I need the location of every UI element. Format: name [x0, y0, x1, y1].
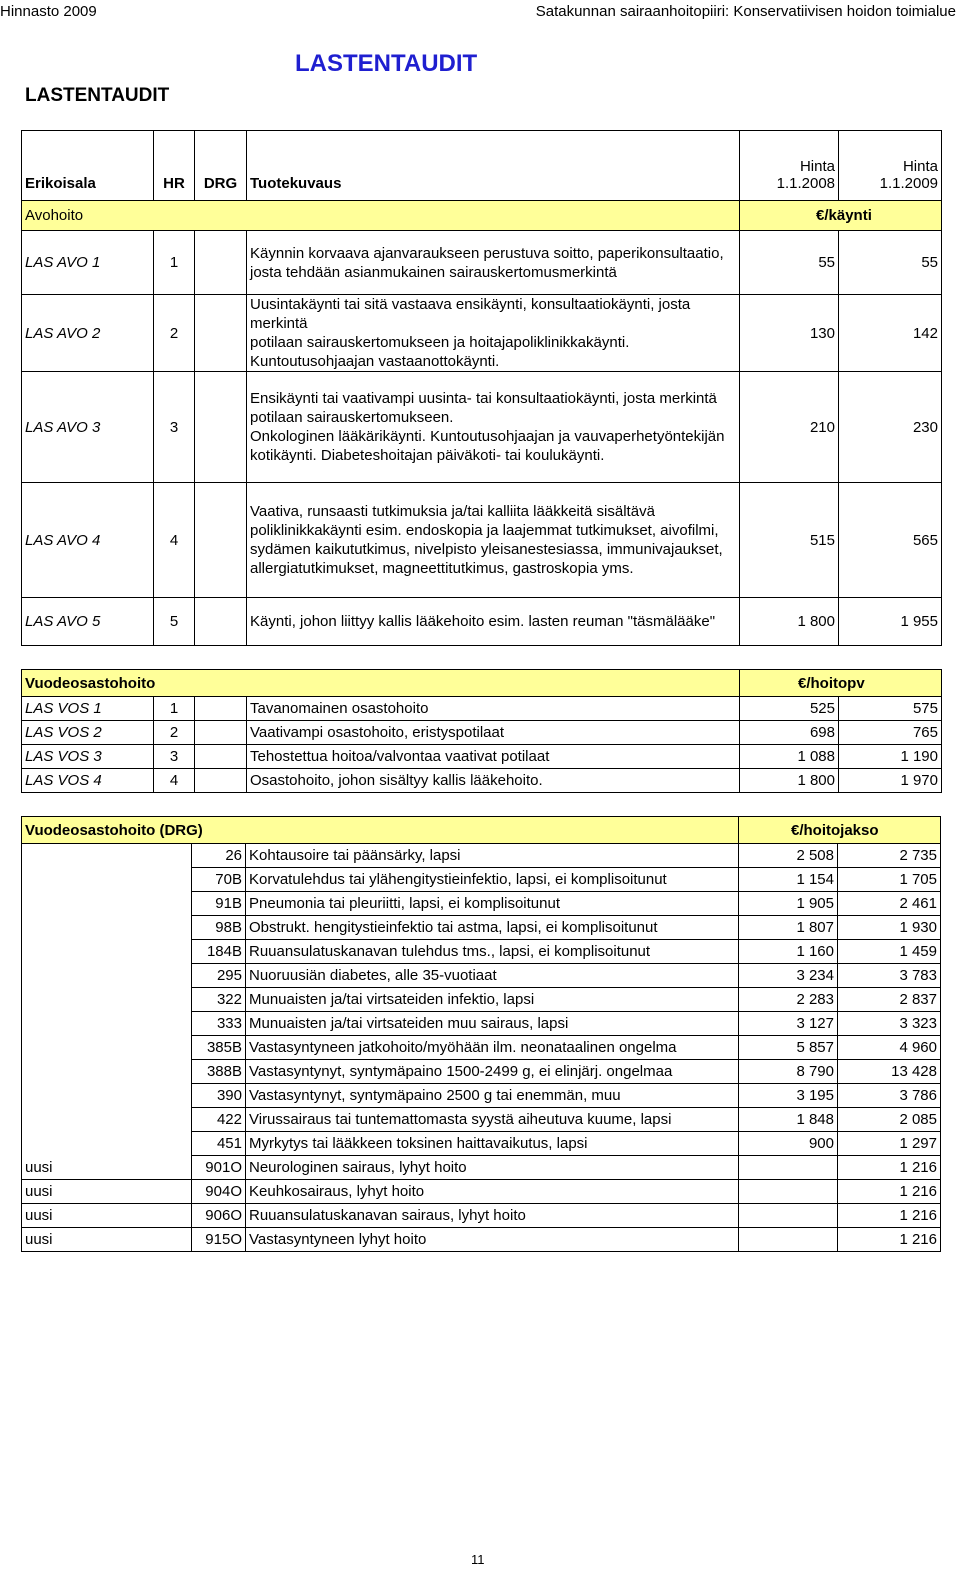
product-description: Kohtausoire tai päänsärky, lapsi — [246, 844, 739, 868]
note-value — [22, 844, 192, 868]
drg-value — [195, 231, 247, 295]
drg-code: 904O — [192, 1180, 246, 1204]
hr-value: 5 — [154, 598, 195, 646]
hr-value: 1 — [154, 697, 195, 721]
note-value — [22, 1060, 192, 1084]
avohoito-section-row — [22, 201, 942, 231]
product-description-line: Kuntoutusohjaajan vastaanottokäynti. — [250, 353, 500, 370]
drg-row — [22, 1012, 941, 1036]
product-description-line: Onkologinen lääkärikäynti. Kuntoutusohjaajan ja vauvaperhetyöntekijän — [250, 428, 725, 445]
price-2008: 515 — [740, 483, 839, 598]
product-description: Virussairaus tai tuntemattomasta syystä aiheutuva kuume, lapsi — [246, 1108, 739, 1132]
price-2008: 55 — [740, 231, 839, 295]
drg-row — [22, 1156, 941, 1180]
product-description-line: Käynnin korvaava ajanvaraukseen perustuva soitto, paperikonsultaatio, — [250, 244, 724, 262]
price-2008: 210 — [740, 372, 839, 483]
note-value — [22, 988, 192, 1012]
vuodeosasto-row — [22, 721, 942, 745]
price-2008: 698 — [740, 721, 839, 745]
drg-code: 388B — [192, 1060, 246, 1084]
price-2009: 1 970 — [839, 769, 942, 793]
drg-row — [22, 868, 941, 892]
price-2009: 3 786 — [838, 1084, 941, 1108]
note-value — [22, 1108, 192, 1132]
drg-code: 901O — [192, 1156, 246, 1180]
header-left: Hinnasto 2009 — [0, 3, 97, 20]
vuodeosasto-label: Vuodeosastohoito — [22, 670, 740, 697]
avohoito-table — [21, 130, 942, 646]
note-value — [22, 964, 192, 988]
drg-code: 70B — [192, 868, 246, 892]
product-description-line: josta tehdään asianmukainen sairauskertomusmerkintä — [250, 263, 617, 281]
drg-code: 184B — [192, 940, 246, 964]
note-value: uusi — [22, 1180, 192, 1204]
drg-code: 390 — [192, 1084, 246, 1108]
product-description-line: Ensikäynti tai vaativampi uusinta- tai konsultaatiokäynti, josta merkintä — [250, 390, 717, 407]
side-title: LASTENTAUDIT — [25, 85, 170, 106]
vuodeosasto-row — [22, 697, 942, 721]
price-2008: 8 790 — [739, 1060, 838, 1084]
product-code: LAS VOS 2 — [22, 721, 154, 745]
avohoito-unit: €/käynti — [740, 201, 942, 231]
product-description-line: allergiatutkimukset, magneettitutkimus, gastroskopia yms. — [250, 560, 634, 577]
col-tuotekuvaus: Tuotekuvaus — [247, 131, 740, 201]
price-2009: 575 — [839, 697, 942, 721]
drg-value — [195, 598, 247, 646]
price-2008: 525 — [740, 697, 839, 721]
price-2008: 2 283 — [739, 988, 838, 1012]
avohoito-row — [22, 483, 942, 598]
product-code: LAS AVO 2 — [22, 295, 154, 372]
drg-section-row — [22, 817, 941, 844]
product-code: LAS AVO 3 — [22, 372, 154, 483]
product-description: Ruuansulatuskanavan sairaus, lyhyt hoito — [246, 1204, 739, 1228]
product-description: Osastohoito, johon sisältyy kallis lääkehoito. — [247, 769, 740, 793]
product-description-line: sydämen kaikututkimus, nivelpisto yleisanestesiassa, immunivajaukset, — [250, 541, 723, 558]
drg-code: 322 — [192, 988, 246, 1012]
product-description-line: Vaativa, runsaasti tutkimuksia ja/tai kalliita lääkkeitä sisältävä — [250, 503, 655, 520]
price-2009: 4 960 — [838, 1036, 941, 1060]
drg-unit: €/hoitojakso — [739, 817, 941, 844]
product-description: Munuaisten ja/tai virtsateiden infektio, lapsi — [246, 988, 739, 1012]
price-2009: 230 — [839, 372, 942, 483]
product-description: Nuoruusiän diabetes, alle 35-vuotiaat — [246, 964, 739, 988]
drg-row — [22, 1132, 941, 1156]
drg-row — [22, 988, 941, 1012]
drg-code: 98B — [192, 916, 246, 940]
note-value — [22, 892, 192, 916]
drg-row — [22, 892, 941, 916]
price-2008: 3 127 — [739, 1012, 838, 1036]
vuodeosasto-row — [22, 769, 942, 793]
price-2009: 2 837 — [838, 988, 941, 1012]
product-description-line: kotikäynti. Diabeteshoitajan päiväkoti- tai koulukäynti. — [250, 447, 605, 464]
price-2009: 1 216 — [838, 1180, 941, 1204]
col-hr: HR — [154, 131, 195, 201]
drg-code: 915O — [192, 1228, 246, 1252]
drg-code: 451 — [192, 1132, 246, 1156]
note-value — [22, 1132, 192, 1156]
product-description: Pneumonia tai pleuriitti, lapsi, ei komplisoitunut — [246, 892, 739, 916]
drg-code: 26 — [192, 844, 246, 868]
column-header-row — [22, 131, 942, 201]
price-2009: 765 — [839, 721, 942, 745]
drg-row — [22, 1228, 941, 1252]
header-right: Satakunnan sairaanhoitopiiri: Konservatiivisen hoidon toimialue — [535, 3, 956, 20]
price-2008: 1 807 — [739, 916, 838, 940]
price-2009: 2 735 — [838, 844, 941, 868]
note-value: uusi — [22, 1228, 192, 1252]
product-description: Obstrukt. hengitystieinfektio tai astma, lapsi, ei komplisoitunut — [246, 916, 739, 940]
product-description: Vastasyntyneen jatkohoito/myöhään ilm. neonataalinen ongelma — [246, 1036, 739, 1060]
product-code: LAS AVO 4 — [22, 483, 154, 598]
note-value — [22, 868, 192, 892]
hr-value: 2 — [154, 295, 195, 372]
price-2009: 2 461 — [838, 892, 941, 916]
product-description-line: poliklinikkakäynti esim. endoskopia ja laajemmat tutkimukset, aivofilmi, — [250, 522, 719, 539]
drg-value — [195, 769, 247, 793]
price-2008: 3 234 — [739, 964, 838, 988]
vuodeosasto-unit: €/hoitopv — [740, 670, 942, 697]
product-description-line: Uusintakäynti tai sitä vastaava ensikäynti, konsultaatiokäynti, josta merkintä — [250, 296, 691, 332]
price-2008: 5 857 — [739, 1036, 838, 1060]
hr-value: 3 — [154, 372, 195, 483]
price-2009: 1 216 — [838, 1156, 941, 1180]
drg-code: 906O — [192, 1204, 246, 1228]
col-erikoisala: Erikoisala — [22, 131, 154, 201]
price-2009: 1 297 — [838, 1132, 941, 1156]
product-description: Vastasyntynyt, syntymäpaino 2500 g tai enemmän, muu — [246, 1084, 739, 1108]
avohoito-row — [22, 598, 942, 646]
price-2009: 2 085 — [838, 1108, 941, 1132]
hr-value: 3 — [154, 745, 195, 769]
price-2009: 3 783 — [838, 964, 941, 988]
avohoito-label: Avohoito — [22, 201, 740, 231]
price-2008: 1 905 — [739, 892, 838, 916]
product-description: Korvatulehdus tai ylähengitystieinfektio, lapsi, ei komplisoitunut — [246, 868, 739, 892]
product-description — [247, 483, 740, 598]
drg-row — [22, 1060, 941, 1084]
drg-code: 295 — [192, 964, 246, 988]
price-2008: 1 154 — [739, 868, 838, 892]
price-2009: 1 190 — [839, 745, 942, 769]
drg-row — [22, 916, 941, 940]
col-hinta2009: Hinta 1.1.2009 — [839, 131, 942, 201]
product-description: Vaativampi osastohoito, eristyspotilaat — [247, 721, 740, 745]
price-2008 — [739, 1204, 838, 1228]
drg-table — [21, 816, 941, 1252]
price-2009: 55 — [839, 231, 942, 295]
vuodeosasto-table — [21, 669, 942, 793]
drg-code: 385B — [192, 1036, 246, 1060]
vuodeosasto-section-row — [22, 670, 942, 697]
product-code: LAS VOS 4 — [22, 769, 154, 793]
price-2009: 1 216 — [838, 1204, 941, 1228]
page-number: 11 — [471, 1552, 485, 1567]
product-description: Vastasyntyneen lyhyt hoito — [246, 1228, 739, 1252]
product-description: Neurologinen sairaus, lyhyt hoito — [246, 1156, 739, 1180]
drg-label: Vuodeosastohoito (DRG) — [22, 817, 739, 844]
price-2009: 13 428 — [838, 1060, 941, 1084]
drg-value — [195, 721, 247, 745]
price-2009: 565 — [839, 483, 942, 598]
price-2009: 1 459 — [838, 940, 941, 964]
price-2008: 1 800 — [740, 598, 839, 646]
price-2008: 1 088 — [740, 745, 839, 769]
product-code: LAS VOS 1 — [22, 697, 154, 721]
note-value — [22, 940, 192, 964]
price-2008 — [739, 1180, 838, 1204]
product-description: Tavanomainen osastohoito — [247, 697, 740, 721]
col-hinta2008: Hinta 1.1.2008 — [740, 131, 839, 201]
price-2009: 1 930 — [838, 916, 941, 940]
note-value — [22, 1036, 192, 1060]
product-description-line: potilaan sairauskertomukseen. — [250, 409, 454, 426]
drg-value — [195, 295, 247, 372]
avohoito-row — [22, 231, 942, 295]
drg-row — [22, 940, 941, 964]
price-2008: 130 — [740, 295, 839, 372]
price-2008: 1 160 — [739, 940, 838, 964]
drg-row — [22, 1036, 941, 1060]
price-2009: 1 705 — [838, 868, 941, 892]
price-2008 — [739, 1156, 838, 1180]
page-title: LASTENTAUDIT — [295, 50, 478, 77]
drg-value — [195, 745, 247, 769]
avohoito-row — [22, 295, 942, 372]
drg-value — [195, 483, 247, 598]
drg-row — [22, 844, 941, 868]
note-value: uusi — [22, 1156, 192, 1180]
hr-value: 1 — [154, 231, 195, 295]
drg-code: 333 — [192, 1012, 246, 1036]
drg-row — [22, 1108, 941, 1132]
drg-code: 422 — [192, 1108, 246, 1132]
product-description — [247, 598, 740, 646]
hr-value: 4 — [154, 483, 195, 598]
col-drg: DRG — [195, 131, 247, 201]
price-2008: 3 195 — [739, 1084, 838, 1108]
product-description — [247, 295, 740, 372]
product-description — [247, 231, 740, 295]
price-2009: 1 216 — [838, 1228, 941, 1252]
hr-value: 2 — [154, 721, 195, 745]
vuodeosasto-row — [22, 745, 942, 769]
product-code: LAS AVO 1 — [22, 231, 154, 295]
drg-row — [22, 1180, 941, 1204]
note-value: uusi — [22, 1204, 192, 1228]
product-code: LAS AVO 5 — [22, 598, 154, 646]
price-2009: 1 955 — [839, 598, 942, 646]
product-description — [247, 372, 740, 483]
price-2008: 1 800 — [740, 769, 839, 793]
price-2008: 1 848 — [739, 1108, 838, 1132]
avohoito-row — [22, 372, 942, 483]
price-2009: 3 323 — [838, 1012, 941, 1036]
product-description: Myrkytys tai lääkkeen toksinen haittavaikutus, lapsi — [246, 1132, 739, 1156]
price-2008 — [739, 1228, 838, 1252]
drg-value — [195, 697, 247, 721]
hr-value: 4 — [154, 769, 195, 793]
note-value — [22, 916, 192, 940]
price-2008: 2 508 — [739, 844, 838, 868]
drg-code: 91B — [192, 892, 246, 916]
product-description-line: Käynti, johon liittyy kallis lääkehoito esim. lasten reuman "täsmälääke" — [250, 613, 716, 630]
product-description: Tehostettua hoitoa/valvontaa vaativat potilaat — [247, 745, 740, 769]
note-value — [22, 1012, 192, 1036]
drg-row — [22, 964, 941, 988]
product-description: Keuhkosairaus, lyhyt hoito — [246, 1180, 739, 1204]
product-description: Munuaisten ja/tai virtsateiden muu sairaus, lapsi — [246, 1012, 739, 1036]
product-code: LAS VOS 3 — [22, 745, 154, 769]
drg-row — [22, 1204, 941, 1228]
note-value — [22, 1084, 192, 1108]
price-2009: 142 — [839, 295, 942, 372]
product-description: Ruuansulatuskanavan tulehdus tms., lapsi, ei komplisoitunut — [246, 940, 739, 964]
product-description: Vastasyntynyt, syntymäpaino 1500-2499 g, ei elinjärj. ongelmaa — [246, 1060, 739, 1084]
drg-row — [22, 1084, 941, 1108]
product-description-line: potilaan sairauskertomukseen ja hoitajapoliklinikkakäynti. — [250, 334, 630, 351]
price-2008: 900 — [739, 1132, 838, 1156]
drg-value — [195, 372, 247, 483]
